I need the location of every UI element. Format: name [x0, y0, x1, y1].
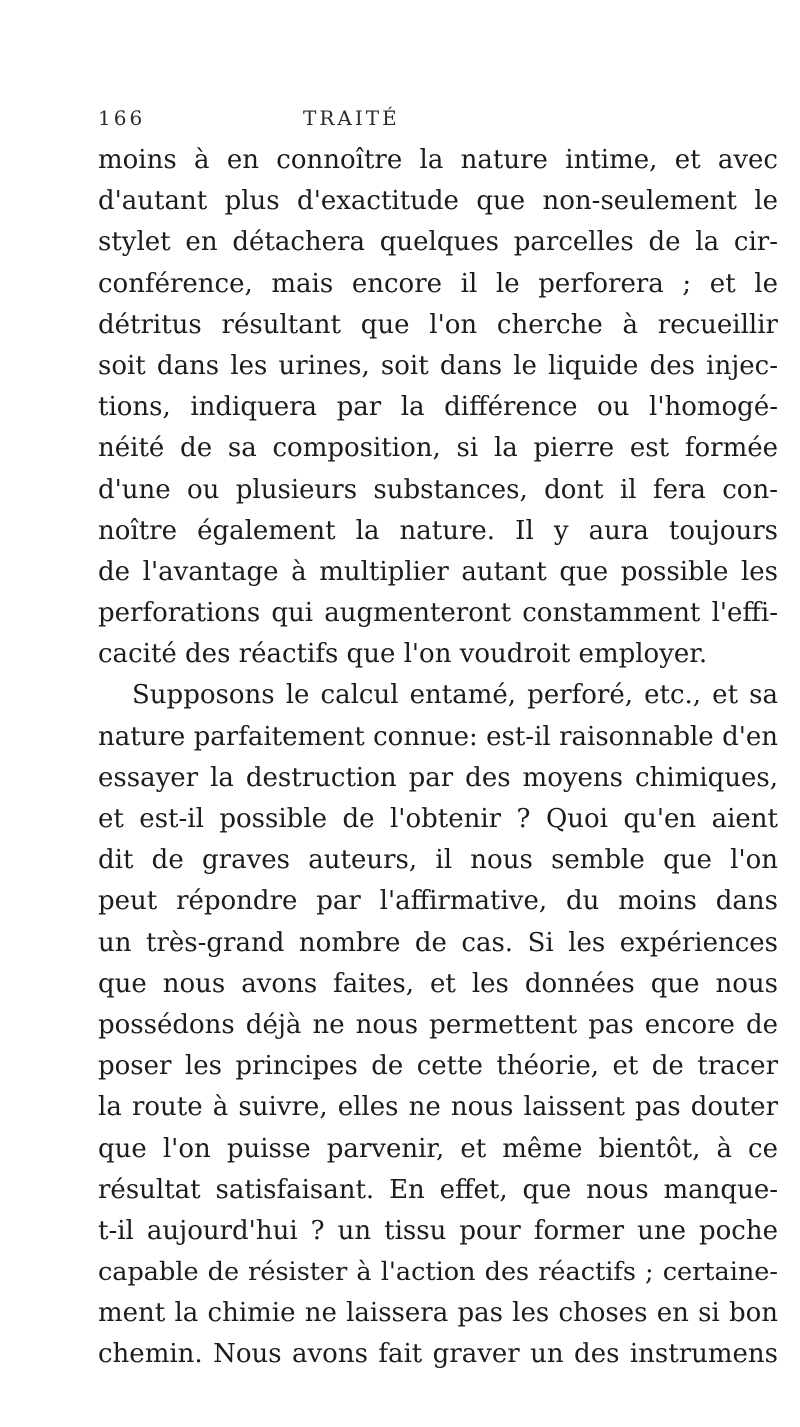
text-line: un très-grand nombre de cas. Si les expériences [98, 927, 778, 958]
text-line: dit de graves auteurs, il nous semble que l'on [98, 845, 778, 876]
text-line: poser les principes de cette théorie, et de tracer [98, 1051, 778, 1082]
text-line: d'autant plus d'exactitude que non-seulement le [98, 186, 778, 217]
text-line: peut répondre par l'affirmative, du moins dans [98, 886, 778, 917]
text-line: néité de sa composition, si la pierre est formée [98, 433, 778, 464]
text-line: conférence, mais encore il le perforera ; et le [98, 268, 778, 299]
text-line: résultat satisfaisant. En effet, que nous manque- [98, 1174, 778, 1205]
text-line: cacité des réactifs que l'on voudroit employer. [98, 639, 708, 670]
text-line: tions, indiquera par la différence ou l'homogé- [98, 392, 778, 423]
text-line: que nous avons faites, et les données que nous [98, 968, 778, 999]
text-line: de l'avantage à multiplier autant que possible les [98, 556, 778, 587]
text-line: possédons déjà ne nous permettent pas encore de [98, 1009, 778, 1040]
text-line: moins à en connoître la nature intime, et avec [98, 145, 778, 175]
text-line: et est-il possible de l'obtenir ? Quoi qu'en aient [98, 804, 778, 834]
text-line: stylet en détachera quelques parcelles de la cir- [98, 227, 778, 258]
text-line: t-il aujourd'hui ? un tissu pour former une poche [98, 1215, 778, 1246]
text-line: capable de résister à l'action des réactifs ; certaine- [98, 1257, 778, 1288]
page-header [98, 106, 798, 142]
text-line: soit dans les urines, soit dans le liquide des injec- [98, 350, 778, 381]
text-line: essayer la destruction par des moyens chimiques, [98, 762, 778, 793]
text-line: Supposons le calcul entamé, perforé, etc., et sa [132, 680, 778, 711]
page-number: 166 [98, 106, 146, 130]
text-line: détritus résultant que l'on cherche à recueillir [98, 309, 778, 340]
text-line: nature parfaitement connue: est-il raisonnable d'en [98, 721, 778, 752]
running-head: TRAITÉ [303, 106, 400, 130]
text-line: perforations qui augmenteront constamment l'effi- [98, 598, 778, 629]
text-line: la route à suivre, elles ne nous laissent pas douter [98, 1092, 778, 1123]
body-text [98, 140, 778, 1376]
text-line: ment la chimie ne laissera pas les choses en si bon [98, 1298, 778, 1329]
text-line: d'une ou plusieurs substances, dont il fera con- [98, 474, 778, 505]
text-line: que l'on puisse parvenir, et même bientôt, à ce [98, 1133, 778, 1164]
text-line: chemin. Nous avons fait graver un des instrumens [98, 1339, 778, 1370]
text-line: noître également la nature. Il y aura toujours [98, 515, 778, 546]
